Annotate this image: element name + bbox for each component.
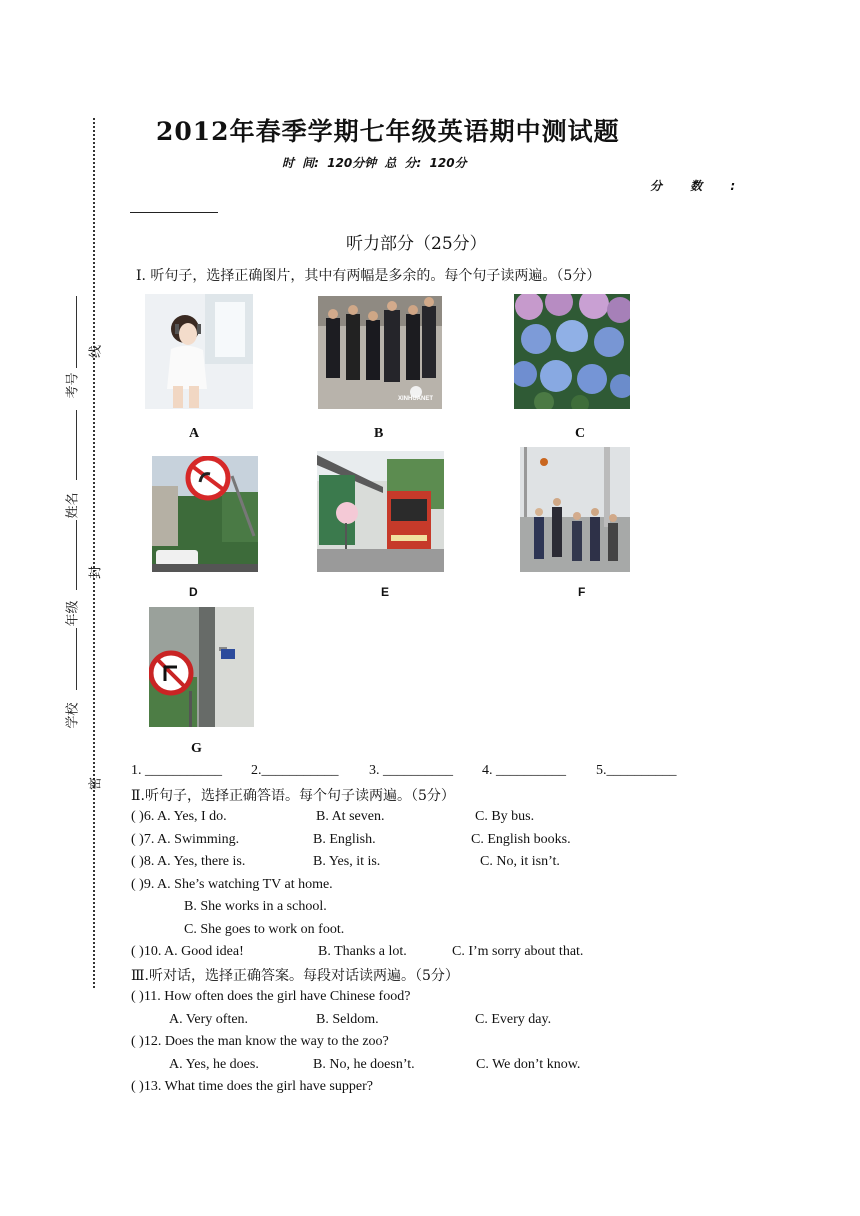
question-10-option-b: B. Thanks a lot. xyxy=(318,944,407,959)
binding-dotted-line xyxy=(93,118,95,988)
id-underline xyxy=(76,296,77,368)
question-11: ( )11. How often does the girl have Chinese food? xyxy=(131,989,411,1004)
binding-label-name: 姓名 xyxy=(65,492,81,519)
picture-label-a: A xyxy=(189,426,200,441)
picture-a-girl-with-headphones xyxy=(145,294,253,409)
question-6-option-c: C. By bus. xyxy=(475,809,535,824)
picture-d-no-u-turn-sign xyxy=(152,456,258,572)
question-8-option-b: B. Yes, it is. xyxy=(313,854,381,869)
picture-label-g: G xyxy=(191,741,202,756)
binding-label-line: 线 xyxy=(88,345,104,359)
answer-blank-2[interactable]: 2.___________ xyxy=(251,763,339,778)
question-7-option-b: B. English. xyxy=(313,832,376,847)
part1-instruction: Ⅰ. 听句子，选择正确图片，其中有两幅是多余的。每个句子读两遍。（5分） xyxy=(136,268,601,284)
question-12: ( )12. Does the man know the way to the zoo? xyxy=(131,1034,389,1049)
question-7: ( )7. A. Swimming. xyxy=(131,832,240,847)
picture-e-bus-stop xyxy=(317,451,444,572)
part3-instruction: Ⅲ.听对话，选择正确答案。每段对话读两遍。（5分） xyxy=(131,968,459,984)
question-9: ( )9. A. She’s watching TV at home. xyxy=(131,877,333,892)
question-6-option-b: B. At seven. xyxy=(316,809,385,824)
answer-blank-3[interactable]: 3. __________ xyxy=(369,763,453,778)
binding-label-school: 学校 xyxy=(65,702,81,729)
score-label: 分 数 : xyxy=(650,179,748,193)
answer-blank-1[interactable]: 1. ___________ xyxy=(131,763,222,778)
question-11-option-a: A. Very often. xyxy=(169,1012,249,1027)
binding-label-secret: 密 xyxy=(88,777,104,791)
picture-label-d: D xyxy=(189,585,198,599)
question-8-option-c: C. No, it isn’t. xyxy=(480,854,560,869)
question-13: ( )13. What time does the girl have supper? xyxy=(131,1079,373,1094)
question-7-option-c: C. English books. xyxy=(471,832,571,847)
picture-label-e: E xyxy=(381,585,390,599)
picture-b-students-playing xyxy=(318,296,442,409)
name-underline xyxy=(76,410,77,480)
question-9-option-c: C. She goes to work on foot. xyxy=(184,922,345,937)
question-6: ( )6. A. Yes, I do. xyxy=(131,809,227,824)
page-title: 2012年春季学期七年级英语期中测试题 xyxy=(156,117,620,146)
picture-label-c: C xyxy=(575,426,586,441)
binding-label-exam-no: 考号 xyxy=(65,372,81,399)
score-blank xyxy=(130,212,218,213)
time-and-total: 时 间: 120分钟 总 分: 120分 xyxy=(282,156,467,170)
question-12-option-a: A. Yes, he does. xyxy=(169,1057,259,1072)
binding-label-grade: 年级 xyxy=(65,600,81,627)
picture-c-flowers xyxy=(514,294,630,409)
question-11-option-c: C. Every day. xyxy=(475,1012,552,1027)
question-12-option-b: B. No, he doesn’t. xyxy=(313,1057,415,1072)
picture-g-no-turn-sign xyxy=(149,607,254,727)
answer-blank-5[interactable]: 5.__________ xyxy=(596,763,677,778)
name-underline-2 xyxy=(76,520,77,590)
listening-heading: 听力部分（25分） xyxy=(346,234,487,254)
grade-underline xyxy=(76,628,77,690)
answer-blank-4[interactable]: 4. __________ xyxy=(482,763,566,778)
picture-label-b: B xyxy=(374,426,384,441)
question-10: ( )10. A. Good idea! xyxy=(131,944,244,959)
part2-instruction: Ⅱ.听句子，选择正确答语。每个句子读两遍。（5分） xyxy=(131,788,455,804)
question-8: ( )8. A. Yes, there is. xyxy=(131,854,246,869)
question-9-option-b: B. She works in a school. xyxy=(184,899,327,914)
picture-label-f: F xyxy=(578,585,586,599)
picture-f-basketball xyxy=(520,447,630,572)
question-12-option-c: C. We don’t know. xyxy=(476,1057,581,1072)
binding-label-seal: 封 xyxy=(88,566,104,580)
question-11-option-b: B. Seldom. xyxy=(316,1012,379,1027)
question-10-option-c: C. I’m sorry about that. xyxy=(452,944,584,959)
picture-b-watermark: XINHUANET xyxy=(398,396,434,402)
